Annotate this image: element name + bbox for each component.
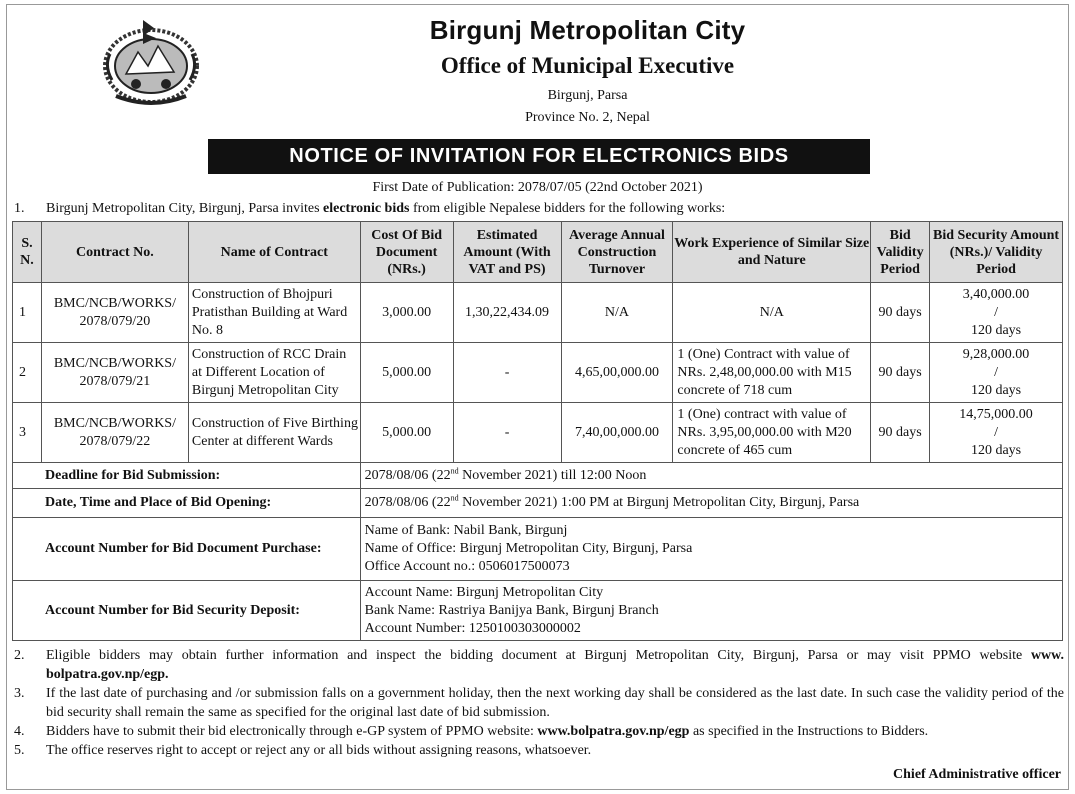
- deposit-account-label: Account Number for Bid Security Deposit:: [13, 581, 361, 641]
- header-validity: Bid Validity Period: [871, 222, 930, 283]
- deposit-account-row: [13, 581, 1063, 641]
- row-security: 9,28,000.00 / 120 days: [930, 343, 1063, 403]
- intro-number: 1.: [14, 201, 25, 216]
- intro-text-after: from eligible Nepalese bidders for the following works:: [409, 201, 726, 216]
- row-validity: 90 days: [871, 343, 930, 403]
- note-item: 5. The office reserves right to accept or reject any or all bids without assigning reasons, whatsoever.: [14, 743, 592, 758]
- row-cost: 3,000.00: [360, 283, 453, 343]
- row-experience: 1 (One) Contract with value of NRs. 2,48,00,000.00 with M15 concrete of 718 cum: [673, 343, 871, 403]
- city-title: Birgunj Metropolitan City: [429, 15, 746, 45]
- publication-date: First Date of Publication: 2078/07/05 (22nd October 2021): [372, 180, 703, 195]
- intro-text-bold: electronic bids: [323, 201, 410, 216]
- table-row: [13, 343, 1063, 403]
- header-sn: S. N.: [13, 222, 42, 283]
- row-turnover: 7,40,00,000.00: [561, 403, 673, 463]
- note-item: 2. Eligible bidders may obtain further information and inspect the bidding document at Birgunj Metropolitan City, Birgunj, Parsa or may visit PPMO website www. bolpatra.gov.np/egp.: [14, 648, 1064, 682]
- row-estimated: 1,30,22,434.09: [453, 283, 561, 343]
- header-security: Bid Security Amount (NRs.)/ Validity Period: [930, 222, 1063, 283]
- notes-list: [14, 646, 1064, 760]
- deposit-account-details: Account Name: Birgunj Metropolitan City Bank Name: Rastriya Banijya Bank, Birgunj Branch Account Number: 1250100303000002: [360, 581, 1062, 641]
- purchase-account-details: Name of Bank: Nabil Bank, Birgunj Name of Office: Birgunj Metropolitan City, Birgunj, Parsa Office Account no.: 0506017500073: [360, 518, 1062, 581]
- header-turnover: Average Annual Construction Turnover: [561, 222, 673, 283]
- row-validity: 90 days: [871, 403, 930, 463]
- row-turnover: N/A: [561, 283, 673, 343]
- header-experience: Work Experience of Similar Size and Nature: [673, 222, 871, 283]
- row-cost: 5,000.00: [360, 343, 453, 403]
- table-header-row: [13, 222, 1063, 283]
- province-text: Province No. 2, Nepal: [525, 110, 650, 125]
- row-experience: 1 (One) contract with value of NRs. 3,95,00,000.00 with M20 concrete of 465 cum: [673, 403, 871, 463]
- row-contract-no: BMC/NCB/WORKS/ 2078/079/22: [41, 403, 188, 463]
- row-sn: 3: [13, 403, 42, 463]
- header-contract-no: Contract No.: [41, 222, 188, 283]
- deadline-value: 2078/08/06 (22nd November 2021) till 12:00 Noon: [360, 463, 1062, 489]
- row-validity: 90 days: [871, 283, 930, 343]
- row-estimated: -: [453, 343, 561, 403]
- row-turnover: 4,65,00,000.00: [561, 343, 673, 403]
- row-contract-no: BMC/NCB/WORKS/ 2078/079/20: [41, 283, 188, 343]
- row-contract-name: Construction of Five Birthing Center at different Wards: [188, 403, 360, 463]
- row-estimated: -: [453, 403, 561, 463]
- opening-label: Date, Time and Place of Bid Opening:: [13, 489, 361, 518]
- row-contract-name: Construction of Bhojpuri Pratisthan Building at Ward No. 8: [188, 283, 360, 343]
- intro-text-before: Birgunj Metropolitan City, Birgunj, Parsa invites: [46, 201, 324, 216]
- notice-title-banner: NOTICE OF INVITATION FOR ELECTRONICS BIDS: [208, 139, 870, 174]
- bids-table: [12, 221, 1063, 641]
- row-security: 3,40,000.00 / 120 days: [930, 283, 1063, 343]
- deadline-label: Deadline for Bid Submission:: [13, 463, 361, 489]
- row-contract-name: Construction of RCC Drain at Different Location of Birgunj Metropolitan City: [188, 343, 360, 403]
- row-cost: 5,000.00: [360, 403, 453, 463]
- row-sn: 2: [13, 343, 42, 403]
- location-text: Birgunj, Parsa: [547, 88, 628, 103]
- office-title: Office of Municipal Executive: [440, 53, 735, 78]
- table-row: [13, 283, 1063, 343]
- opening-value: 2078/08/06 (22nd November 2021) 1:00 PM at Birgunj Metropolitan City, Birgunj, Parsa: [360, 489, 1062, 518]
- row-sn: 1: [13, 283, 42, 343]
- table-row: [13, 403, 1063, 463]
- header-estimated: Estimated Amount (With VAT and PS): [453, 222, 561, 283]
- purchase-account-label: Account Number for Bid Document Purchase:: [13, 518, 361, 581]
- note-item: 3. If the last date of purchasing and /or submission falls on a government holiday, then the next working day shall be considered as the last date. In such case the validity period of the bid security shall remain the same as specified for the original last date of bid submission.: [14, 686, 1064, 720]
- intro-paragraph: [14, 201, 725, 217]
- row-contract-no: BMC/NCB/WORKS/ 2078/079/21: [41, 343, 188, 403]
- purchase-account-row: [13, 518, 1063, 581]
- note-item: 4. Bidders have to submit their bid electronically through e-GP system of PPMO website: www.bolpatra.gov.np/egp as specified in the Instructions to Bidders.: [14, 724, 929, 739]
- header-cost: Cost Of Bid Document (NRs.): [360, 222, 453, 283]
- header-contract-name: Name of Contract: [188, 222, 360, 283]
- opening-row: [13, 489, 1063, 518]
- row-security: 14,75,000.00 / 120 days: [930, 403, 1063, 463]
- deadline-row: [13, 463, 1063, 489]
- signoff: Chief Administrative officer: [893, 767, 1061, 782]
- row-experience: N/A: [673, 283, 871, 343]
